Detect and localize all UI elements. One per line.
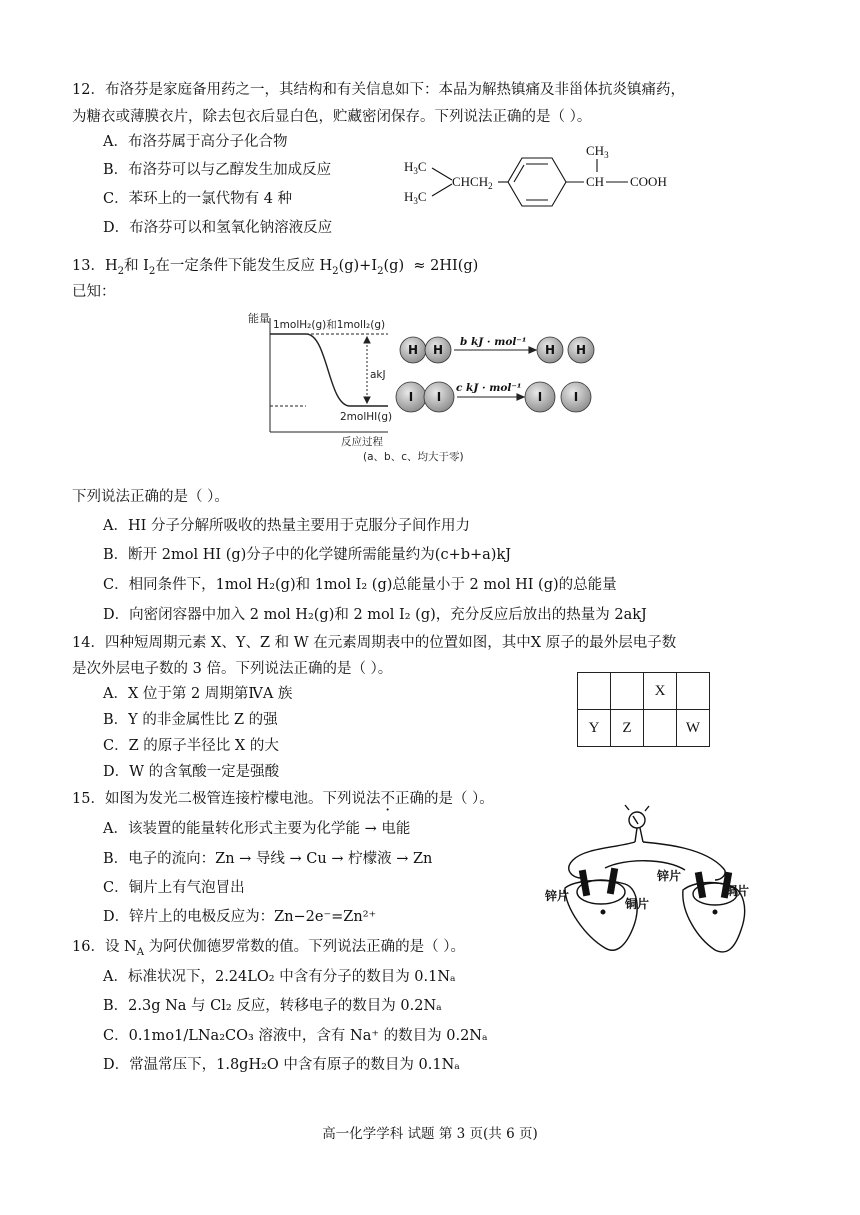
table-cell: [644, 710, 677, 747]
q15-option-d: D．锌片上的电极反应为：Zn−2e⁻=Zn²⁺: [103, 909, 377, 925]
q13-question: 下列说法正确的是（ ）。: [72, 489, 229, 505]
q16-option-d: D．常温常压下，1.8gH₂O 中含有原子的数目为 0.1Nₐ: [103, 1057, 460, 1073]
q13-known: 已知：: [72, 284, 116, 300]
zinc-label-middle: 锌片: [657, 869, 682, 883]
h3c-lower-text: $H_3C$: [404, 189, 427, 206]
periodic-table-fragment: [577, 672, 710, 747]
q14-option-c: C．Z 的原子半径比 X 的大: [103, 738, 279, 754]
ibuprofen-structure: [400, 138, 680, 213]
q16-option-a: A．标准状况下，2.24LO₂ 中含有分子的数目为 0.1Nₐ: [103, 969, 456, 985]
reactants-label: 1molH₂(g)和1molI₂(g): [273, 319, 386, 331]
q13-stem: 13．$H_2$和 $I_2$在一定条件下能发生反应 $H_2(g)+I_2(g) \approx 2HI(g)$: [72, 258, 479, 277]
svg-text:H: H: [544, 343, 556, 357]
emphasis-not: 不: [380, 791, 395, 807]
svg-text:I: I: [436, 390, 442, 404]
energy-axis-label: 能量: [248, 312, 270, 325]
q13-option-d: D．向密闭容器中加入 2 mol H₂(g)和 2 mol I₂ (g)，充分反应后放出的热量为 2akJ: [103, 607, 647, 623]
q14-option-b: B．Y 的非金属性比 Z 的强: [103, 712, 278, 728]
q16-stem: 16．设 $N_A$ 为阿伏伽德罗常数的值。下列说法正确的是（ ）。: [72, 939, 466, 958]
svg-text:H: H: [407, 343, 419, 357]
ch-text: CH: [586, 174, 605, 189]
q14-option-d: D．W 的含氧酸一定是强酸: [103, 764, 280, 780]
q16-option-c: C．0.1mo1/LNa₂CO₃ 溶液中，含有 Na⁺ 的数目为 0.2Nₐ: [103, 1028, 488, 1044]
delta-h-label: akJ: [370, 369, 386, 381]
q15-option-a: A．该装置的能量转化形式主要为化学能 → 电能: [103, 821, 411, 837]
q12-option-a: A．布洛芬属于高分子化合物: [103, 134, 288, 150]
chch2-text: $CHCH_2$: [452, 174, 493, 191]
q15-option-b: B．电子的流向：Zn → 导线 → Cu → 柠檬液 → Zn: [103, 851, 433, 867]
products-label: 2molHI(g): [340, 411, 393, 423]
table-cell: X: [644, 673, 677, 710]
reaction-progress-label: 反应过程: [341, 436, 383, 448]
q15-stem: 15．如图为发光二极管连接柠檬电池。下列说法不正确的是（ ）。: [72, 787, 494, 808]
cooh-text: COOH: [630, 174, 667, 189]
table-cell: [611, 673, 644, 710]
table-cell: Y: [578, 710, 611, 747]
h3c-upper-text: $H_3C$: [404, 159, 427, 176]
zinc-plate-left: [579, 870, 590, 897]
copper-label-left: 铜片: [625, 897, 650, 911]
q14-option-a: A．X 位于第 2 周期第ⅣA 族: [103, 686, 293, 702]
q13-option-c: C．相同条件下，1mol H₂(g)和 1mol I₂ (g)总能量小于 2 mol HI (g)的总能量: [103, 577, 617, 593]
wire-left: [569, 842, 635, 878]
q12-stem-line2: 为糖衣或薄膜衣片，除去包衣后显白色，贮藏密闭保存。下列说法正确的是（ ）。: [72, 109, 592, 125]
q14-stem-line1: 14．四种短周期元素 X、Y、Z 和 W 在元素周期表中的位置如图，其中X 原子的最外层电子数: [72, 635, 677, 651]
diagram-note: (a、b、c、均大于零): [363, 451, 464, 463]
q14-stem-line2: 是次外层电子数的 3 倍。下列说法正确的是（ ）。: [72, 661, 393, 677]
page-footer: 高一化学学科 试题 第 3 页(共 6 页): [322, 1126, 538, 1142]
q13-option-b: B．断开 2mol HI (g)分子中的化学键所需能量约为(c+b+a)kJ: [103, 547, 512, 563]
svg-text:I: I: [573, 390, 579, 404]
q16-option-b: B．2.3g Na 与 Cl₂ 反应，转移电子的数目为 0.2Nₐ: [103, 998, 442, 1014]
svg-text:H: H: [575, 343, 587, 357]
svg-text:I: I: [408, 390, 414, 404]
table-cell: W: [677, 710, 710, 747]
table-cell: [578, 673, 611, 710]
h-bond-energy: b kJ · mol⁻¹: [460, 336, 527, 348]
q12-stem-line1: 12．布洛芬是家庭备用药之一，其结构和有关信息如下：本品为解热镇痛及非甾体抗炎镇痛药，: [72, 82, 685, 98]
q12-option-d: D．布洛芬可以和氢氧化钠溶液反应: [103, 220, 333, 236]
table-cell: Z: [611, 710, 644, 747]
lemon-battery-figure: [545, 808, 775, 958]
table-cell: [677, 673, 710, 710]
ch3-top-text: $CH_3$: [586, 143, 609, 160]
svg-text:I: I: [537, 390, 543, 404]
led-bulb: [629, 812, 645, 828]
zinc-label-left: 锌片: [545, 889, 570, 903]
q13-option-a: A．HI 分子分解所吸收的热量主要用于克服分子间作用力: [103, 518, 470, 534]
lemon-left: [565, 881, 637, 951]
i-bond-energy: c kJ · mol⁻¹: [456, 382, 522, 394]
copper-label-right: 铜片: [725, 884, 750, 898]
q12-option-b: B．布洛芬可以与乙醇发生加成反应: [103, 162, 332, 178]
benzene-ring: [508, 158, 566, 206]
q15-option-c: C．铜片上有气泡冒出: [103, 880, 245, 896]
svg-text:H: H: [432, 343, 444, 357]
q12-option-c: C．苯环上的一氯代物有 4 种: [103, 191, 293, 207]
energy-diagram: [248, 310, 608, 470]
